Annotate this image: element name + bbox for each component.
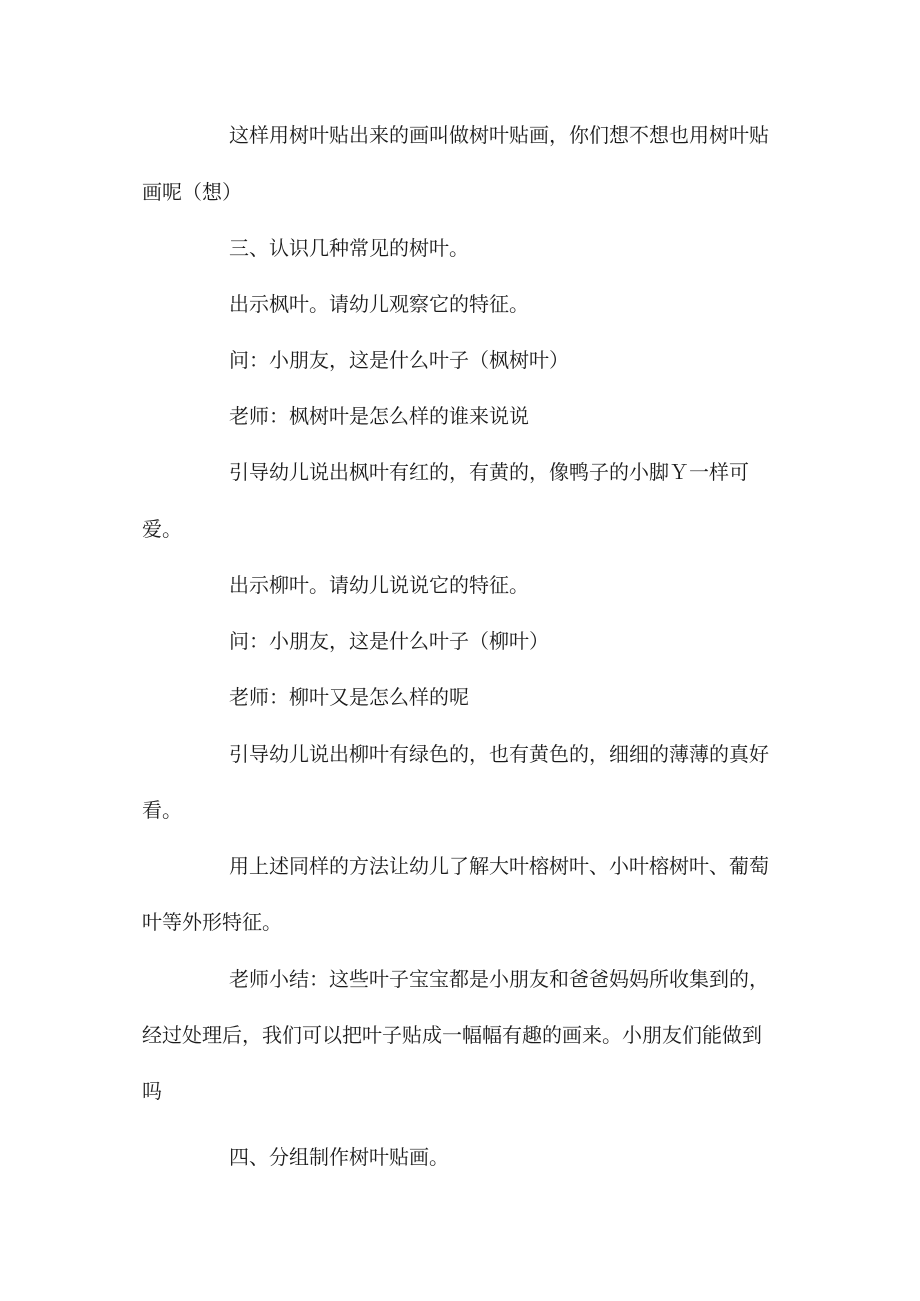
paragraph-line: 经过处理后，我们可以把叶子贴成一幅幅有趣的画来。小朋友们能做到: [142, 1023, 762, 1047]
paragraph-line: 看。: [142, 798, 182, 822]
paragraph-line: 老师小结：这些叶子宝宝都是小朋友和爸爸妈妈所收集到的，: [229, 967, 769, 991]
paragraph-line: 爱。: [142, 517, 182, 541]
paragraph-line: 用上述同样的方法让幼儿了解大叶榕树叶、小叶榕树叶、葡萄: [229, 854, 769, 878]
paragraph-line: 问：小朋友，这是什么叶子（柳叶）: [229, 629, 549, 653]
paragraph-line: 老师：柳叶又是怎么样的呢: [229, 685, 469, 709]
paragraph-line: 画呢（想）: [142, 180, 242, 204]
section-heading: 四、分组制作树叶贴画。: [229, 1145, 449, 1169]
paragraph-line: 吗: [142, 1079, 162, 1103]
paragraph-line: 问：小朋友，这是什么叶子（枫树叶）: [229, 348, 569, 372]
paragraph-line: 叶等外形特征。: [142, 910, 282, 934]
paragraph-line: 这样用树叶贴出来的画叫做树叶贴画，你们想不想也用树叶贴: [229, 123, 769, 147]
paragraph-line: 老师：枫树叶是怎么样的谁来说说: [229, 404, 529, 428]
paragraph-line: 出示柳叶。请幼儿说说它的特征。: [229, 573, 529, 597]
paragraph-line: 引导幼儿说出枫叶有红的，有黄的，像鸭子的小脚Ｙ一样可: [229, 460, 749, 484]
paragraph-line: 引导幼儿说出柳叶有绿色的，也有黄色的，细细的薄薄的真好: [229, 742, 769, 766]
section-heading: 三、认识几种常见的树叶。: [229, 236, 469, 260]
paragraph-line: 出示枫叶。请幼儿观察它的特征。: [229, 292, 529, 316]
